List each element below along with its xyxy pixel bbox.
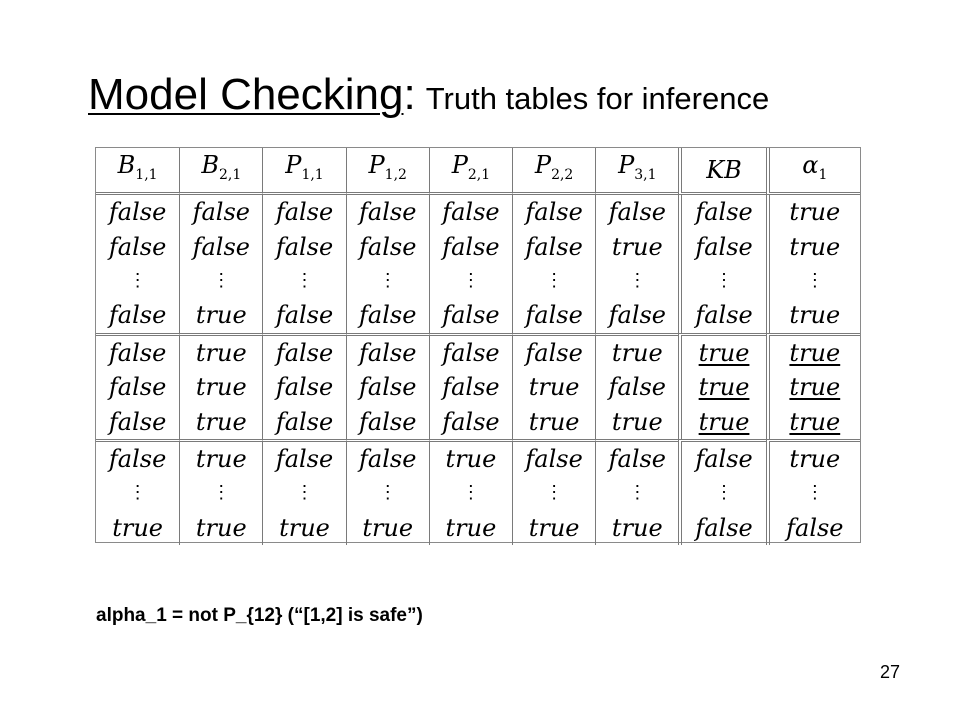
table-cell [96, 511, 179, 545]
cell-value: ⋮ [628, 269, 647, 291]
table-cell [96, 298, 179, 332]
table-cell [429, 439, 512, 476]
cell-value: true [789, 232, 841, 261]
cell-value: ⋮ [805, 269, 824, 291]
cell-value: false [108, 373, 167, 402]
table-cell [766, 195, 860, 229]
table-cell [346, 229, 429, 263]
cell-value: ⋮ [378, 482, 397, 504]
table-cell [429, 229, 512, 263]
table-row [96, 229, 860, 263]
table-cell [595, 264, 678, 298]
table-cell [595, 404, 678, 438]
column-header-symbol: α [802, 151, 819, 179]
table-cell [595, 511, 678, 545]
cell-value: true [611, 407, 663, 436]
cell-value: true [789, 444, 841, 473]
table-cell [346, 333, 429, 370]
cell-value: false [108, 338, 167, 367]
table-cell [179, 195, 262, 229]
column-header-symbol: P [451, 151, 468, 179]
column-header [595, 148, 678, 195]
column-header-subscript: 1,1 [135, 167, 158, 183]
cell-value: false [608, 198, 667, 227]
cell-value: ⋮ [128, 482, 147, 504]
cell-value: ⋮ [545, 269, 564, 291]
cell-value: false [108, 407, 167, 436]
table-cell [262, 195, 345, 229]
cell-value: false [359, 198, 417, 227]
cell-value: false [108, 301, 167, 330]
table-cell [96, 264, 179, 298]
cell-value: true [611, 232, 663, 261]
table-cell [766, 229, 860, 263]
cell-value: true [789, 373, 841, 402]
cell-value: false [525, 232, 583, 261]
column-header [512, 148, 595, 195]
cell-value: ⋮ [628, 482, 647, 504]
table-cell [179, 229, 262, 263]
column-header [96, 148, 179, 195]
table-cell [179, 511, 262, 545]
cell-value: ⋮ [545, 482, 564, 504]
table-cell [346, 298, 429, 332]
column-header-subscript: 2,1 [467, 167, 491, 183]
table-cell [678, 370, 765, 404]
table-cell [346, 439, 429, 476]
cell-value: true [789, 301, 841, 330]
cell-value: ⋮ [715, 269, 734, 291]
cell-value: true [698, 338, 750, 367]
cell-value: ⋮ [805, 482, 824, 504]
cell-value: false [608, 373, 667, 402]
cell-value: ⋮ [461, 269, 480, 291]
cell-value: false [695, 198, 753, 227]
page-number: 27 [880, 662, 901, 682]
table-cell [262, 229, 345, 263]
table-cell [512, 404, 595, 438]
title-main: Model Checking [88, 70, 404, 119]
cell-value: false [275, 444, 334, 473]
table-cell [96, 439, 179, 476]
cell-value: false [275, 407, 334, 436]
cell-value: false [192, 198, 250, 227]
column-header-symbol: P [618, 151, 635, 179]
cell-value: false [695, 444, 753, 473]
table-cell [262, 439, 345, 476]
table-row [96, 370, 860, 404]
table-cell [179, 404, 262, 438]
cell-value: true [279, 513, 330, 542]
cell-value: false [442, 338, 500, 367]
table-cell [766, 439, 860, 476]
table-cell [262, 264, 345, 298]
table-cell [678, 476, 765, 510]
table-cell [678, 511, 765, 545]
column-header-symbol: KB [706, 156, 742, 184]
cell-value: ⋮ [378, 269, 397, 291]
cell-value: true [195, 444, 247, 473]
table-cell [346, 476, 429, 510]
cell-value: false [108, 444, 167, 473]
table-cell [595, 229, 678, 263]
cell-value: true [789, 407, 841, 436]
column-header-subscript: 1,1 [301, 167, 324, 183]
table-cell [512, 511, 595, 545]
cell-value: true [195, 338, 247, 367]
cell-value: false [359, 232, 417, 261]
cell-value: false [525, 444, 583, 473]
cell-value: false [359, 338, 417, 367]
table-cell [766, 476, 860, 510]
column-header-symbol: P [534, 151, 552, 179]
table-cell [678, 195, 765, 229]
cell-value: false [359, 301, 417, 330]
cell-value: true [611, 338, 663, 367]
cell-value: true [445, 513, 497, 542]
cell-value: false [359, 373, 417, 402]
cell-value: false [442, 301, 500, 330]
column-header-symbol: P [368, 151, 385, 179]
cell-value: true [528, 407, 580, 436]
cell-value: ⋮ [461, 482, 480, 504]
table-cell [429, 333, 512, 370]
table-cell [346, 264, 429, 298]
table-cell [678, 404, 765, 438]
cell-value: false [695, 232, 753, 261]
column-header [429, 148, 512, 195]
cell-value: true [195, 407, 247, 436]
cell-value: true [789, 338, 841, 367]
table-cell [429, 195, 512, 229]
cell-value: false [192, 232, 250, 261]
column-header [179, 148, 262, 195]
cell-value: false [275, 373, 334, 402]
table-cell [179, 298, 262, 332]
column-header-subscript: 2,1 [218, 167, 242, 183]
cell-value: false [695, 513, 753, 542]
cell-value: false [608, 301, 667, 330]
cell-value: ⋮ [715, 482, 734, 504]
table-header-row [96, 148, 860, 195]
cell-value: false [525, 198, 583, 227]
table-cell [96, 404, 179, 438]
cell-value: true [528, 513, 580, 542]
cell-value: ⋮ [295, 269, 314, 291]
table-cell [346, 195, 429, 229]
cell-value: true [528, 373, 580, 402]
table-row [96, 511, 860, 545]
table-cell [429, 511, 512, 545]
table-cell [96, 229, 179, 263]
column-header-subscript: 3,1 [634, 167, 657, 183]
table-row [96, 439, 860, 476]
table-cell [595, 333, 678, 370]
cell-value: ⋮ [128, 269, 147, 291]
table-cell [766, 404, 860, 438]
table-cell [512, 370, 595, 404]
table-cell [429, 264, 512, 298]
cell-value: false [442, 232, 500, 261]
table-cell [678, 229, 765, 263]
table-cell [96, 370, 179, 404]
table-cell [512, 298, 595, 332]
ellipsis-row [96, 264, 860, 298]
table-cell [346, 404, 429, 438]
cell-value: false [442, 373, 500, 402]
cell-value: false [275, 338, 334, 367]
truth-table-figure [95, 147, 861, 543]
column-header-symbol: P [285, 151, 302, 179]
cell-value: true [195, 373, 247, 402]
cell-value: false [525, 338, 583, 367]
cell-value: false [695, 301, 753, 330]
table-cell [262, 404, 345, 438]
table-cell [429, 476, 512, 510]
table-cell [179, 264, 262, 298]
title-subtitle: Truth tables for inference [425, 81, 770, 116]
column-header-symbol: B [117, 151, 136, 179]
cell-value: false [275, 301, 334, 330]
cell-value: false [108, 198, 167, 227]
table-cell [96, 476, 179, 510]
cell-value: true [112, 513, 163, 542]
table-cell [512, 439, 595, 476]
cell-value: false [275, 198, 334, 227]
table-cell [429, 370, 512, 404]
table-cell [429, 298, 512, 332]
table-cell [595, 476, 678, 510]
column-header-subscript: 2,2 [551, 167, 574, 183]
cell-value: true [195, 513, 247, 542]
cell-value: false [786, 513, 844, 542]
table-cell [766, 298, 860, 332]
table-cell [346, 370, 429, 404]
cell-value: ⋮ [295, 482, 314, 504]
cell-value: true [789, 198, 841, 227]
cell-value: true [698, 407, 750, 436]
table-cell [766, 333, 860, 370]
cell-value: false [275, 232, 334, 261]
cell-value: ⋮ [212, 269, 231, 291]
table-cell [512, 264, 595, 298]
cell-value: false [608, 444, 667, 473]
table-cell [179, 333, 262, 370]
cell-value: false [525, 301, 583, 330]
cell-value: true [445, 444, 497, 473]
table-cell [179, 476, 262, 510]
table-cell [512, 229, 595, 263]
cell-value: false [359, 407, 417, 436]
column-header-subscript: 1 [818, 167, 828, 183]
slide-title [88, 70, 769, 120]
table-cell [179, 370, 262, 404]
table-cell [179, 439, 262, 476]
table-cell [262, 511, 345, 545]
cell-value: ⋮ [212, 482, 231, 504]
cell-value: true [698, 373, 750, 402]
table-cell [766, 264, 860, 298]
table-cell [262, 298, 345, 332]
table-cell [512, 333, 595, 370]
table-cell [595, 439, 678, 476]
title-colon: : [403, 70, 416, 119]
column-header [766, 148, 860, 195]
cell-value: false [108, 232, 167, 261]
ellipsis-row [96, 476, 860, 510]
table-cell [678, 439, 765, 476]
cell-value: true [362, 513, 414, 542]
table-cell [262, 476, 345, 510]
table-cell [678, 333, 765, 370]
cell-value: false [442, 198, 500, 227]
column-header [346, 148, 429, 195]
cell-value: false [359, 444, 417, 473]
table-cell [595, 195, 678, 229]
table-cell [766, 511, 860, 545]
table-cell [429, 404, 512, 438]
table-cell [595, 370, 678, 404]
table-cell [766, 370, 860, 404]
table-cell [678, 264, 765, 298]
table-cell [262, 333, 345, 370]
table-cell [262, 370, 345, 404]
table-cell [96, 195, 179, 229]
cell-value: false [442, 407, 500, 436]
cell-value: true [611, 513, 663, 542]
cell-value: true [195, 301, 247, 330]
table-row [96, 333, 860, 370]
alpha-note: alpha_1 = not P_{12} (“[1,2] is safe”) [96, 605, 423, 626]
table-cell [96, 333, 179, 370]
column-header [678, 148, 765, 195]
table-row [96, 195, 860, 229]
table-cell [512, 476, 595, 510]
column-header-subscript: 1,2 [384, 167, 407, 183]
table-row [96, 298, 860, 332]
column-header-symbol: B [201, 151, 219, 179]
truth-table [96, 148, 860, 545]
table-cell [678, 298, 765, 332]
table-row [96, 404, 860, 438]
table-cell [346, 511, 429, 545]
column-header [262, 148, 345, 195]
table-cell [595, 298, 678, 332]
table-cell [512, 195, 595, 229]
